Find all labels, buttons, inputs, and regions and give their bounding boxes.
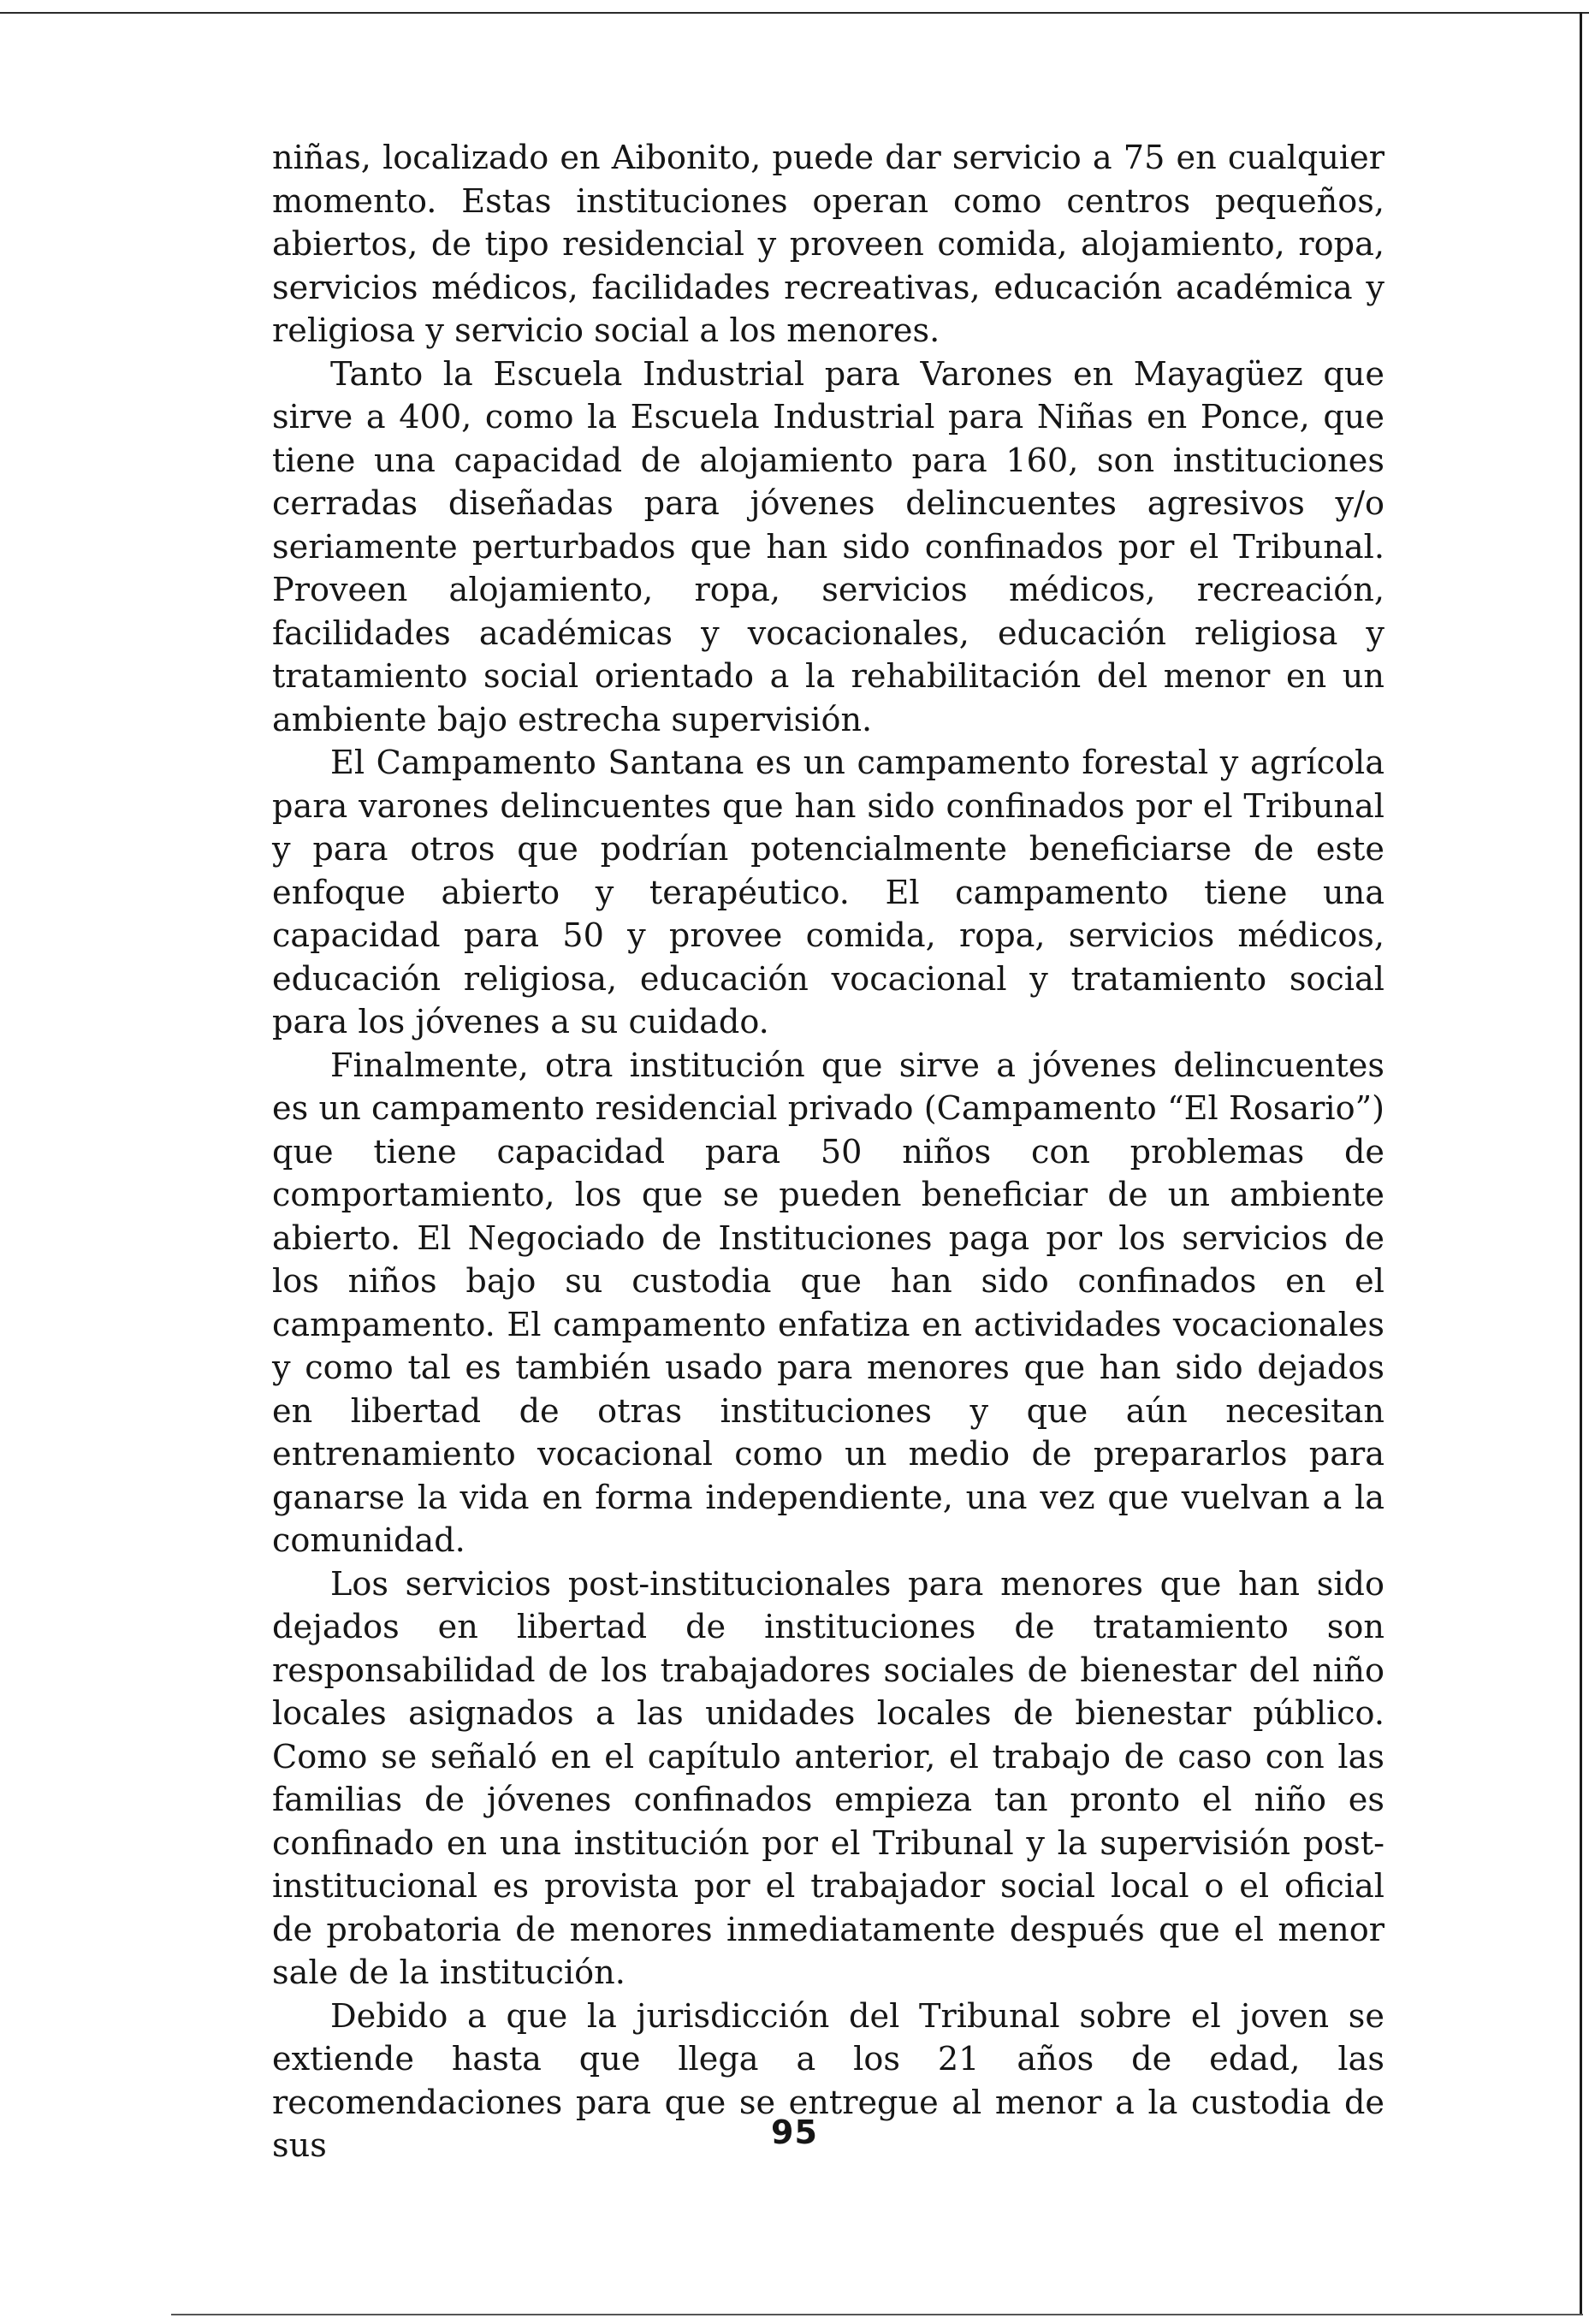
paragraph: Tanto la Escuela Industrial para Varones en Mayagüez que sirve a 400, como la Escuela Industrial para Niñas en Ponce, que tiene una capacidad de alojamiento para 160, son instituciones cerradas diseñadas para jóvenes delincuentes agresivos y/o seriamente perturbados que han sido confinados por el Tribunal. Proveen alojamiento, ropa, servicios médicos, recreación, facilidades académicas y vocacionales, educación religiosa y tratamiento social orientado a la rehabilitación del menor en un ambiente bajo estrecha supervisión.	[272, 355, 1384, 739]
paragraph: Finalmente, otra institución que sirve a jóvenes delincuentes es un campamento residencial privado (Campamento “El Rosario”) que tiene capacidad para 50 niños con problemas de comportamiento, los que se pueden beneficiar de un ambiente abierto. El Negociado de Instituciones paga por los servicios de los niños bajo su custodia que han sido confinados en el campamento. El campamento enfatiza en actividades vocacionales y como tal es también usado para menores que han sido dejados en libertad de otras instituciones y que aún necesitan entrenamiento vocacional como un medio de prepararlos para ganarse la vida en forma independiente, una vez que vuelvan a la comunidad.	[272, 1046, 1384, 1560]
scan-edge-right	[1580, 12, 1582, 2314]
scan-edge-bottom	[171, 2314, 1583, 2315]
paragraph: Debido a que la jurisdicción del Tribunal sobre el joven se extiende hasta que llega a los 21 años de edad, las recomendaciones para que se entregue al menor a la custodia de sus	[272, 1997, 1384, 2165]
body-text	[272, 137, 1384, 2168]
paragraph: niñas, localizado en Aibonito, puede dar servicio a 75 en cualquier momento. Estas instituciones operan como centros pequeños, abiertos, de tipo residencial y proveen comida, alojamiento, ropa, servicios médicos, facilidades recreativas, educación académica y religiosa y servicio social a los menores.	[272, 139, 1384, 350]
page-number: 95	[771, 2114, 818, 2151]
paragraph: El Campamento Santana es un campamento forestal y agrícola para varones delincuentes que han sido confinados por el Tribunal y para otros que podrían potencialmente beneficiarse de este enfoque abierto y terapéutico. El campamento tiene una capacidad para 50 y provee comida, ropa, servicios médicos, educación religiosa, educación vocacional y tratamiento social para los jóvenes a su cuidado.	[272, 744, 1384, 1041]
paragraph: Los servicios post-institucionales para menores que han sido dejados en libertad de instituciones de tratamiento son responsabilidad de los trabajadores sociales de bienestar del niño locales asignados a las unidades locales de bienestar público. Como se señaló en el capítulo anterior, el trabajo de caso con las familias de jóvenes confinados empieza tan pronto el niño es confinado en una institución por el Tribunal y la supervisión post-institucional es provista por el trabajador social local o el oficial de probatoria de menores inmediatamente después que el menor sale de la institución.	[272, 1565, 1384, 1992]
scan-edge-top	[0, 12, 1589, 14]
